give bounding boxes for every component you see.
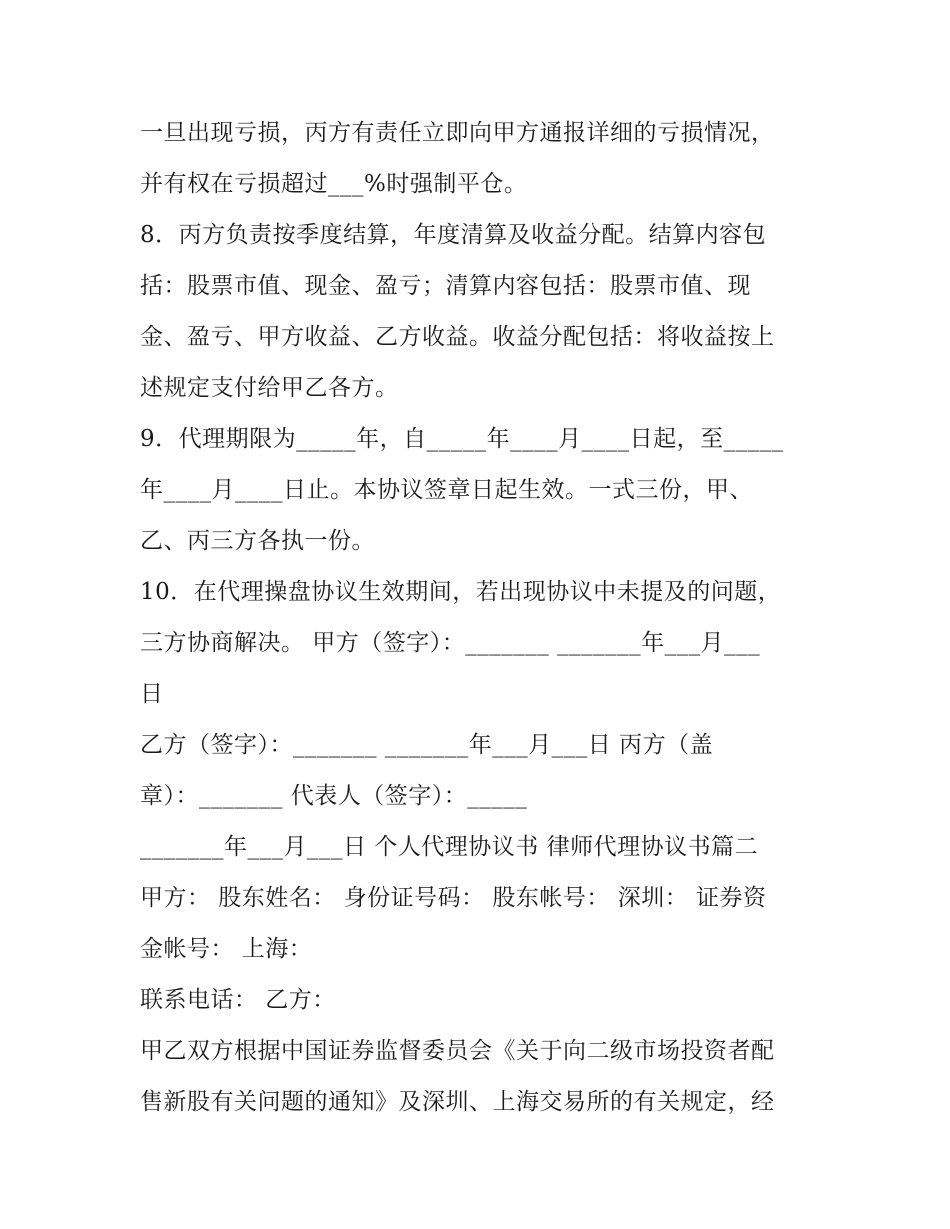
text-line: 8．丙方负责按季度结算，年度清算及收益分配。结算内容包 [140, 222, 767, 248]
text-line: 金帐号： 上海： [140, 936, 313, 962]
text-line: 联系电话： 乙方： [140, 987, 336, 1013]
text-line: 甲乙双方根据中国证券监督委员会《关于向二级市场投资者配 [140, 1038, 775, 1064]
text-line: 售新股有关问题的通知》及深圳、上海交易所的有关规定，经 [140, 1089, 775, 1115]
text-line: 甲方： 股东姓名： 身份证号码： 股东帐号： 深圳： 证券资 [140, 885, 767, 911]
text-line: 金、盈亏、甲方收益、乙方收益。收益分配包括：将收益按上 [140, 324, 775, 350]
text-line: 述规定支付给甲乙各方。 [140, 375, 399, 401]
text-line: 乙、丙三方各执一份。 [140, 528, 375, 554]
document-page [140, 108, 820, 1128]
text-line: 括：股票市值、现金、盈亏；清算内容包括：股票市值、现 [140, 273, 751, 299]
text-line: _______年___月___日 个人代理协议书 律师代理协议书篇二 [140, 834, 759, 860]
text-line: 年____月____日止。本协议签章日起生效。一式三份，甲、 [140, 477, 753, 503]
text-line: 9．代理期限为_____年，自_____年____月____日起，至_____ [140, 426, 784, 452]
text-line: 章）：_______ 代表人（签字）：_____ [140, 783, 528, 809]
text-line: 日 [140, 681, 164, 707]
text-line: 并有权在亏损超过___%时强制平仓。 [140, 171, 528, 197]
text-line: 10．在代理操盘协议生效期间，若出现协议中未提及的问题， [140, 579, 782, 605]
text-line: 乙方（签字）：_______ _______年___月___日 丙方（盖 [140, 732, 714, 758]
text-line: 三方协商解决。 甲方（签字）：_______ _______年___月___ [140, 630, 761, 656]
text-line: 一旦出现亏损，丙方有责任立即向甲方通报详细的亏损情况， [140, 120, 775, 146]
